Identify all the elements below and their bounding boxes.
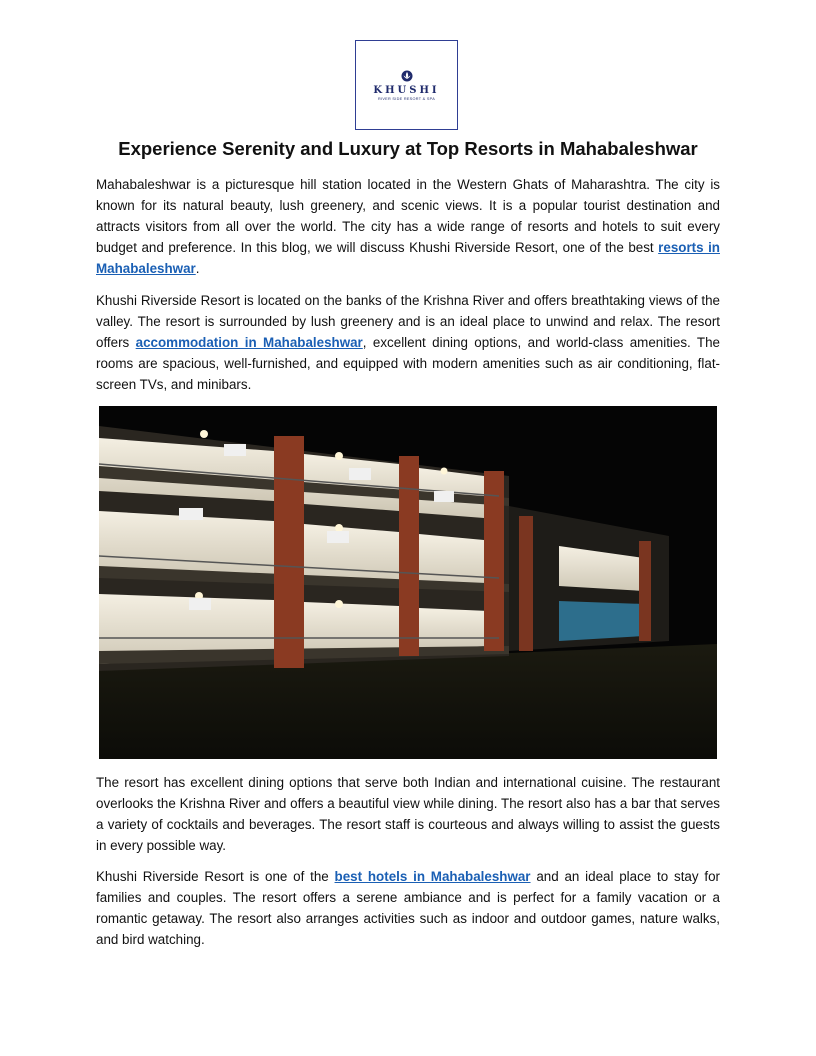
logo-tagline: RIVER SIDE RESORT & SPA <box>377 96 436 101</box>
paragraph-text: . <box>195 261 200 276</box>
paragraph-text: Khushi Riverside Resort is located on the banks of the Krishna River and offers breathtaking views of the valley. The resort is surrounded by lush greenery and is an ideal place to unwind and relax. The resort offers <box>96 293 720 350</box>
paragraph-text: Khushi Riverside Resort is one of the <box>96 869 335 884</box>
paragraph-text: and an ideal place to stay for families and couples. The resort offers a serene ambiance and is perfect for a family vacation or a romantic getaway. The resort also arranges activities such as indoor and outdoor games, nature walks, and bird watching. <box>96 869 720 947</box>
dining-paragraph: The resort has excellent dining options that serve both Indian and international cuisine. The restaurant overlooks the Krishna River and offers a beautiful view while dining. The resort also has a bar that serves a variety of cocktails and beverages. The resort staff is courteous and always willing to assist the guests in every possible way. <box>96 775 720 853</box>
logo-name: KHUSHI <box>373 84 440 96</box>
intro-paragraph <box>96 174 720 279</box>
resorts-link[interactable]: resorts in Mahabaleshwar <box>96 240 720 276</box>
lotus-emblem-icon <box>400 69 414 83</box>
best-hotels-link[interactable]: best hotels in Mahabaleshwar <box>334 869 531 884</box>
location-paragraph <box>96 290 720 395</box>
paragraph-text: Mahabaleshwar is a picturesque hill station located in the Western Ghats of Maharashtra. The city is known for its natural beauty, lush greenery, and scenic views. It is a popular tourist destination and attracts visitors from all over the world. The city has a wide range of resorts and hotels to suit every budget and preference. In this blog, we will discuss Khushi Riverside Resort, one of the best <box>96 177 720 255</box>
accommodation-link[interactable]: accommodation in Mahabaleshwar <box>135 335 363 350</box>
resort-building-illustration <box>99 406 717 759</box>
resort-logo <box>355 40 458 130</box>
closing-paragraph <box>96 866 720 950</box>
paragraph-text: , excellent dining options, and world-class amenities. The rooms are spacious, well-furnished, and equipped with modern amenities such as air conditioning, flat-screen TVs, and minibars. <box>96 335 721 392</box>
page-title: Experience Serenity and Luxury at Top Resorts in Mahabaleshwar <box>118 138 698 159</box>
resort-night-photo <box>99 406 717 759</box>
